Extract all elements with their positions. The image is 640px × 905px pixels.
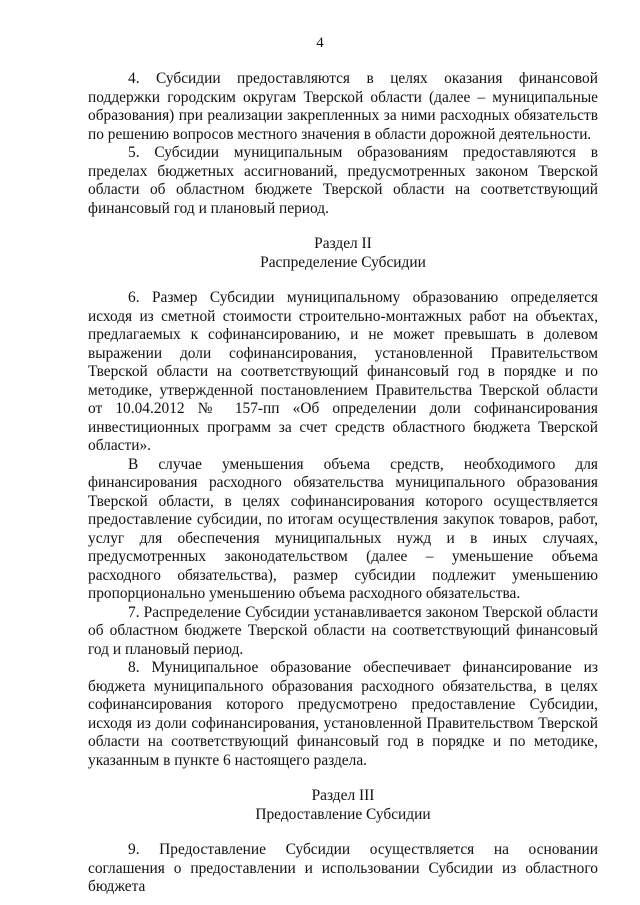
paragraph-7: 7. Распределение Субсидии устанавливается законом Тверской области об областном бюджете Тверской области на соответствующий финансовый год и плановый период. (88, 603, 598, 658)
document-body (88, 70, 598, 897)
section-2-title: Распределение Субсидии (260, 253, 426, 271)
paragraph-4: 4. Субсидии предоставляются в целях оказания финансовой поддержки городским округам Тверской области (далее – муниципальные образования) при реализации закрепленных за ними расходных обязательств по решению вопросов местного значения в области дорожной деятельности. (88, 70, 598, 143)
spacer (88, 824, 598, 841)
spacer (88, 770, 598, 787)
paragraph-5: 5. Субсидии муниципальным образованиям предоставляются в пределах бюджетных ассигнований, предусмотренных законом Тверской области об областном бюджете Тверской области на соответствующий финансовый год и плановый период. (88, 144, 598, 217)
section-2-number: Раздел II (314, 235, 372, 252)
paragraph-9: 9. Предоставление Субсидии осуществляется на основании соглашения о предоставлении и использовании Субсидии из областного бюджета (88, 841, 598, 895)
spacer (88, 272, 598, 289)
paragraph-6: 6. Размер Субсидии муниципальному образованию определяется исходя из сметной стоимости строительно-монтажных работ на объектах, предлагаемых к софинансированию, и не может превышать в долевом выражении доли софинансирования, установленной Правительством Тверской области на соответствующий финансовый год в порядке и по методике, утвержденной постановлением Правительства Тверской области от 10.04.2012 № 157-пп «Об определении доли софинансирования инвестиционных программ за счет средств областного бюджета Тверской области». (88, 289, 598, 454)
page-number: 4 (316, 35, 324, 51)
spacer (88, 218, 598, 235)
section-3-number: Раздел III (311, 787, 375, 804)
paragraph-8: 8. Муниципальное образование обеспечивает финансирование из бюджета муниципального образования расходного обязательства, в целях софинансирования которого предусмотрено предоставление Субсидии, исходя из доли софинансирования, установленной Правительством Тверской области на соответствующий финансовый год в порядке и по методике, указанным в пункте 6 настоящего раздела. (88, 659, 598, 769)
section-3-title: Предоставление Субсидии (255, 805, 431, 823)
paragraph-6-reduction: В случае уменьшения объема средств, необходимого для финансирования расходного обязательства муниципального образования Тверской области, в целях софинансирования которого осуществляется предоставление субсидии, по итогам осуществления закупок товаров, работ, услуг для обеспечения муниципальных нужд и в иных случаях, предусмотренных законодательством (далее – уменьшение объема расходного обязательства), размер субсидии подлежит уменьшению пропорционально уменьшению объема расходного обязательства. (88, 455, 598, 602)
